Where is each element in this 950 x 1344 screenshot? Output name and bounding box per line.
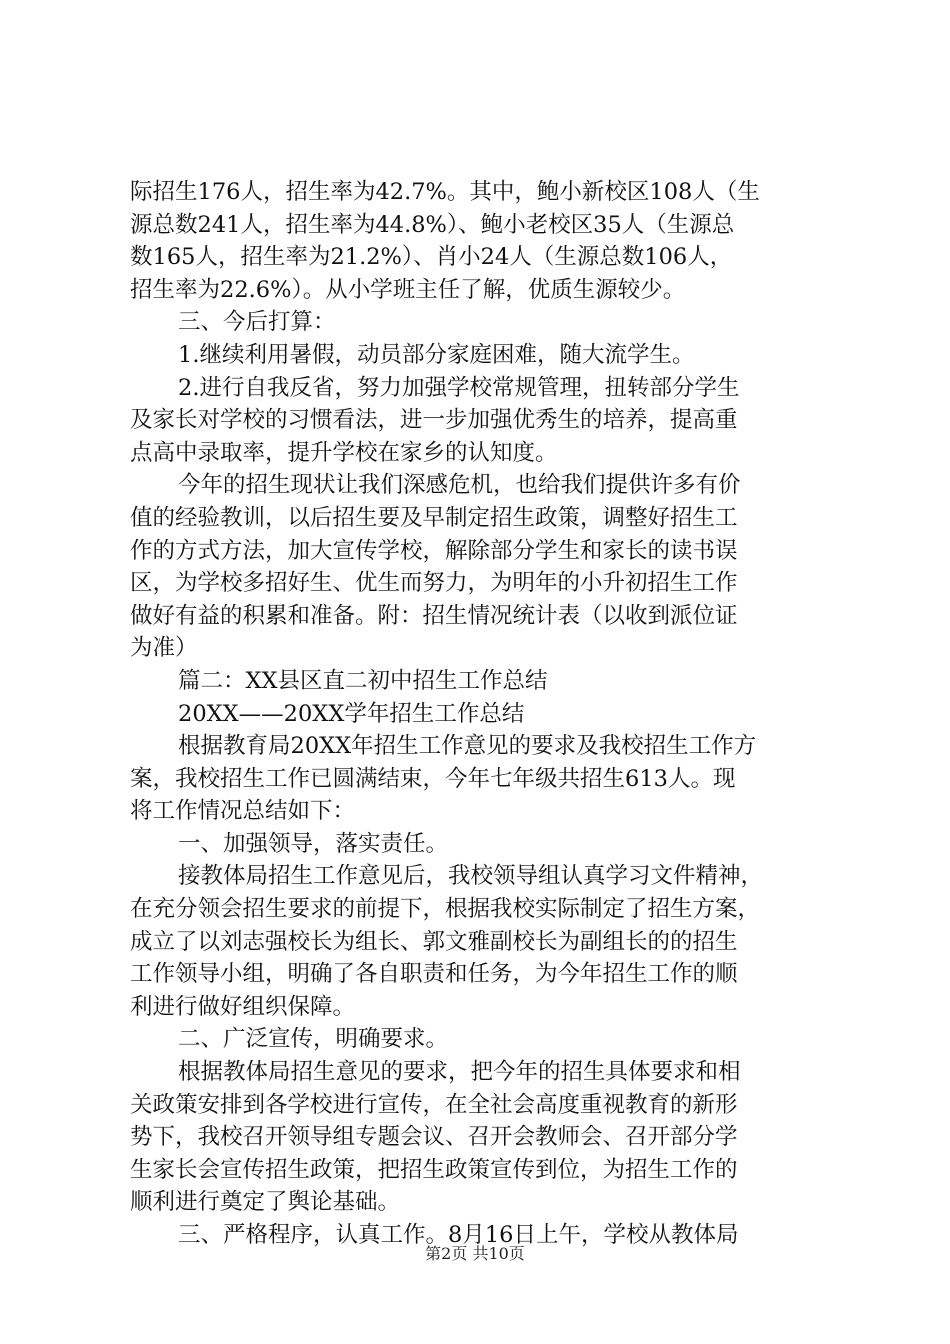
text-line: 2.进行自我反省，努力加强学校常规管理，扭转部分学生 [178, 374, 740, 401]
text-line: 在充分领会招生要求的前提下，根据我校实际制定了招生方案， [130, 896, 761, 923]
text-line: 案，我校招生工作已圆满结束，今年七年级共招生613人。现 [130, 765, 736, 792]
text-line: 区，为学校多招好生、优生而努力，为明年的小升初招生工作 [130, 570, 738, 597]
text-line: 根据教育局20XX年招生工作意见的要求及我校招生工作方 [178, 733, 757, 760]
document-body [130, 176, 830, 1252]
text-line: 生家长会宣传招生政策，把招生政策宣传到位，为招生工作的 [130, 1156, 738, 1183]
text-line: 值的经验教训，以后招生要及早制定招生政策，调整好招生工 [130, 504, 738, 531]
text-line: 为准） [130, 635, 198, 662]
text-line: 三、今后打算： [178, 309, 336, 336]
text-line: 20XX——20XX学年招生工作总结 [178, 700, 525, 727]
page-footer: 第2页 共10页 [425, 1244, 525, 1263]
text-line: 根据教体局招生意见的要求，把今年的招生具体要求和相 [178, 1059, 741, 1086]
text-line: 及家长对学校的习惯看法，进一步加强优秀生的培养，提高重 [130, 407, 738, 434]
text-line: 际招生176人，招生率为42.7%。其中，鲍小新校区108人（生 [130, 179, 760, 205]
text-line: 一、加强领导，落实责任。 [178, 830, 449, 857]
text-line: 点高中录取率，提升学校在家乡的认知度。 [130, 439, 558, 466]
text-line: 利进行做好组织保障。 [130, 993, 356, 1020]
text-line: 源总数241人，招生率为44.8%）、鲍小老校区35人（生源总 [130, 211, 735, 238]
text-line: 顺利进行奠定了舆论基础。 [130, 1189, 401, 1216]
text-line: 作的方式方法，加大宣传学校，解除部分学生和家长的读书误 [130, 537, 738, 564]
text-line: 接教体局招生工作意见后，我校领导组认真学习文件精神， [178, 863, 764, 890]
text-line: 篇二：XX县区直二初中招生工作总结 [178, 667, 548, 694]
text-line: 工作领导小组，明确了各自职责和任务，为今年招生工作的顺 [130, 961, 738, 988]
text-line: 今年的招生现状让我们深感危机，也给我们提供许多有价 [178, 472, 741, 499]
text-line: 三、严格程序，认真工作。8月16日上午，学校从教体局 [178, 1222, 739, 1248]
text-line: 成立了以刘志强校长为组长、郭文雅副校长为副组长的的招生 [130, 928, 738, 955]
text-line: 关政策安排到各学校进行宣传，在全社会高度重视教育的新形 [130, 1091, 738, 1118]
text-line: 将工作情况总结如下： [130, 798, 356, 825]
text-line: 势下，我校召开领导组专题会议、召开会教师会、召开部分学 [130, 1124, 738, 1151]
text-line: 招生率为22.6%）。从小学班主任了解，优质生源较少。 [130, 276, 686, 303]
text-line: 做好有益的积累和准备。附：招生情况统计表（以收到派位证 [130, 602, 738, 629]
text-line: 1.继续利用暑假，动员部分家庭困难，随大流学生。 [178, 341, 695, 368]
text-line: 二、广泛宣传，明确要求。 [178, 1026, 449, 1053]
text-line: 数165人，招生率为21.2%）、肖小24人（生源总数106人， [130, 244, 733, 271]
